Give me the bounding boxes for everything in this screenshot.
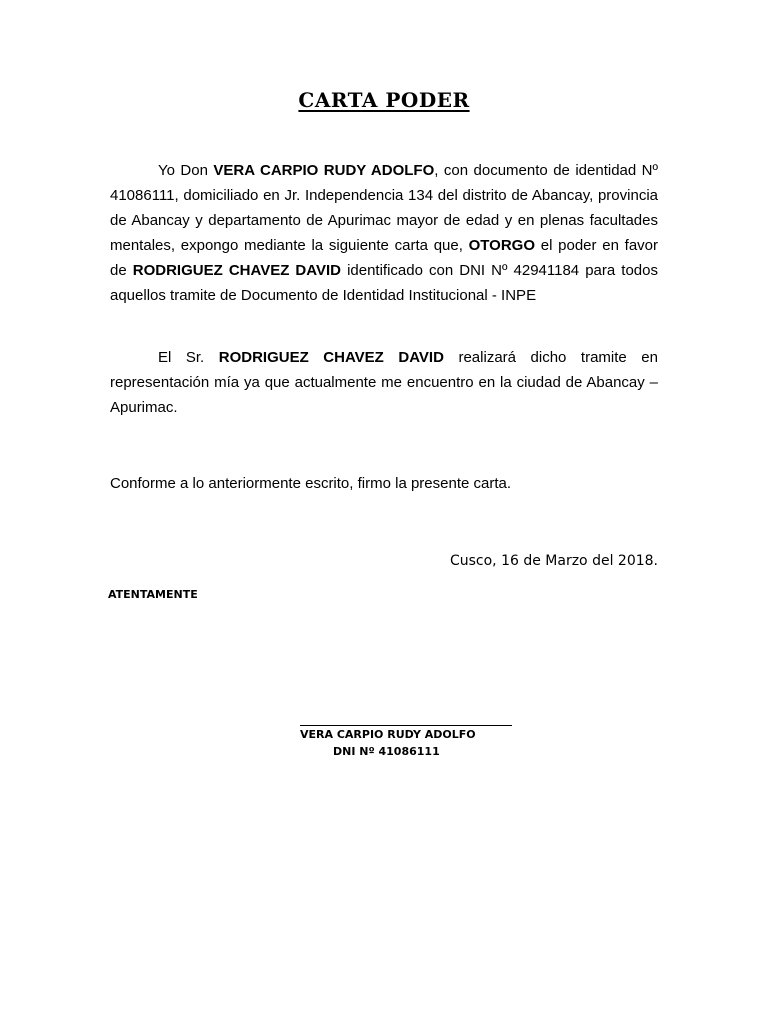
paragraph2-text-2: realizará dicho tramite en representación mía ya que actualmente me encuentro en la ciudad de Abancay – Apurimac. xyxy=(110,349,658,416)
signatory-name: VERA CARPIO RUDY ADOLFO xyxy=(300,728,476,741)
document-title xyxy=(0,88,768,112)
paragraph-grant-of-power xyxy=(110,158,658,308)
grantee-name: RODRIGUEZ CHAVEZ DAVID xyxy=(132,262,341,279)
grantor-name: VERA CARPIO RUDY ADOLFO xyxy=(213,162,435,179)
closing-salutation: ATENTAMENTE xyxy=(108,588,198,601)
paragraph-conformity: Conforme a lo anteriormente escrito, firmo la presente carta. xyxy=(110,475,512,492)
signatory-dni: DNI Nº 41086111 xyxy=(333,745,440,758)
paragraph1-text-1: Yo Don xyxy=(158,162,214,179)
grantee-name: RODRIGUEZ CHAVEZ DAVID xyxy=(218,349,444,366)
paragraph1-text-4: identificado con DNI Nº 42941184 para todos aquellos tramite de Documento de Identidad Institucional - INPE xyxy=(110,262,658,304)
paragraph-representation xyxy=(110,345,658,420)
document-title-text: CARTA PODER xyxy=(298,88,470,112)
signature-line xyxy=(300,725,512,726)
paragraph2-text-1: El Sr. xyxy=(158,349,219,366)
paragraph1-text-3: el poder en favor de xyxy=(110,237,658,279)
place-and-date: Cusco, 16 de Marzo del 2018. xyxy=(449,553,658,569)
paragraph1-text-2: , con documento de identidad Nº 41086111, domiciliado en Jr. Independencia 134 del distrito de Abancay, provincia de Abancay y departamento de Apurimac mayor de edad y en plenas facultades mentales, expongo mediante la siguiente carta que, xyxy=(110,162,658,254)
otorgo-keyword: OTORGO xyxy=(468,237,536,254)
